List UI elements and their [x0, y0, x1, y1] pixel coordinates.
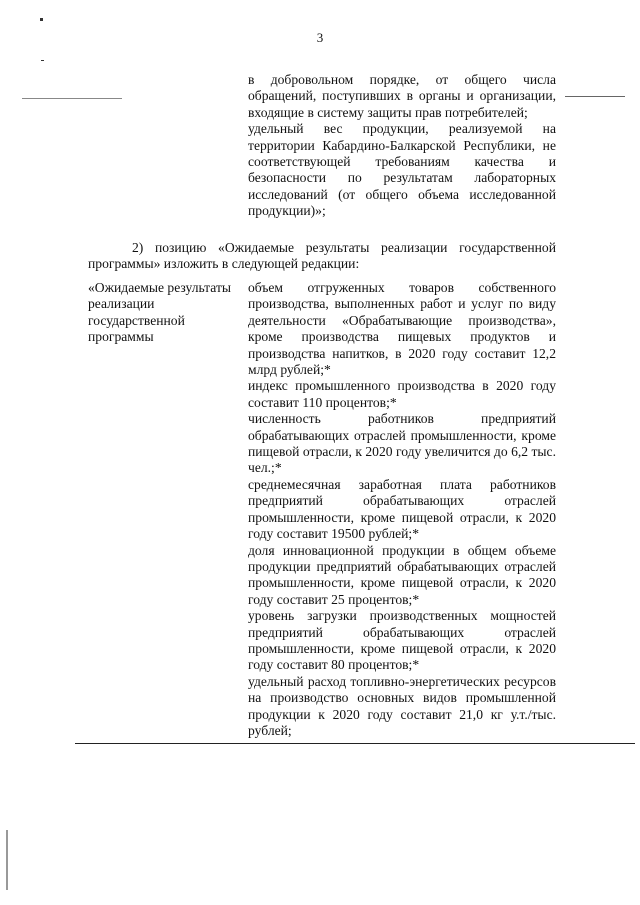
top-block	[248, 72, 556, 220]
scan-line	[22, 98, 122, 99]
top-paragraph: в добровольном порядке, от общего числа обращений, поступивших в органы и организации, входящие в систему защиты прав потребителей;	[248, 72, 556, 120]
table-right-items	[248, 280, 556, 739]
table-left-label: «Ожидаемые результаты реализации государственной программы	[88, 280, 232, 345]
page-number: 3	[316, 30, 324, 45]
scan-mark	[6, 830, 8, 890]
result-item: доля инновационной продукции в общем объеме продукции предприятий обрабатывающих отраслей промышленности, кроме пищевой отрасли, к 2020 году составит 25 процентов;*	[248, 542, 556, 607]
result-item: удельный расход топливно-энергетических ресурсов на производство основных видов промышленной продукции к 2020 году составит 21,0 кг у.т./тыс. рублей;	[248, 673, 556, 738]
result-item: среднемесячная заработная плата работников предприятий обрабатывающих отраслей промышленности, кроме пищевой отрасли, к 2020 году составит 19500 рублей;*	[248, 476, 556, 542]
result-item: уровень загрузки производственных мощностей предприятий обрабатывающих отраслей промышленности, кроме пищевой отрасли, к 2020 году составит 80 процентов;*	[248, 608, 556, 673]
result-item: объем отгруженных товаров собственного производства, выполненных работ и услуг по виду деятельности «Обрабатывающие производства», кроме производства пищевых продуктов и производства напитков, в 2020 году составит 12,2 млрд рублей;*	[248, 280, 556, 378]
result-item: индекс промышленного производства в 2020 году составит 110 процентов;*	[248, 378, 556, 410]
scan-mark	[41, 60, 44, 61]
scan-line	[565, 96, 625, 97]
instruction-paragraph: 2) позицию «Ожидаемые результаты реализации государственной программы» изложить в следующей редакции:	[88, 240, 556, 272]
scan-line	[75, 743, 635, 744]
result-item: численность работников предприятий обрабатывающих отраслей промышленности, кроме пищевой отрасли, к 2020 году увеличится до 6,2 тыс. чел.;*	[248, 411, 556, 476]
scan-mark	[40, 18, 43, 21]
top-paragraph: удельный вес продукции, реализуемой на территории Кабардино-Балкарской Республики, не соответствующей требованиям качества и безопасности по результатам лабораторных исследований (от общего объема исследованной продукции)»;	[248, 121, 556, 219]
